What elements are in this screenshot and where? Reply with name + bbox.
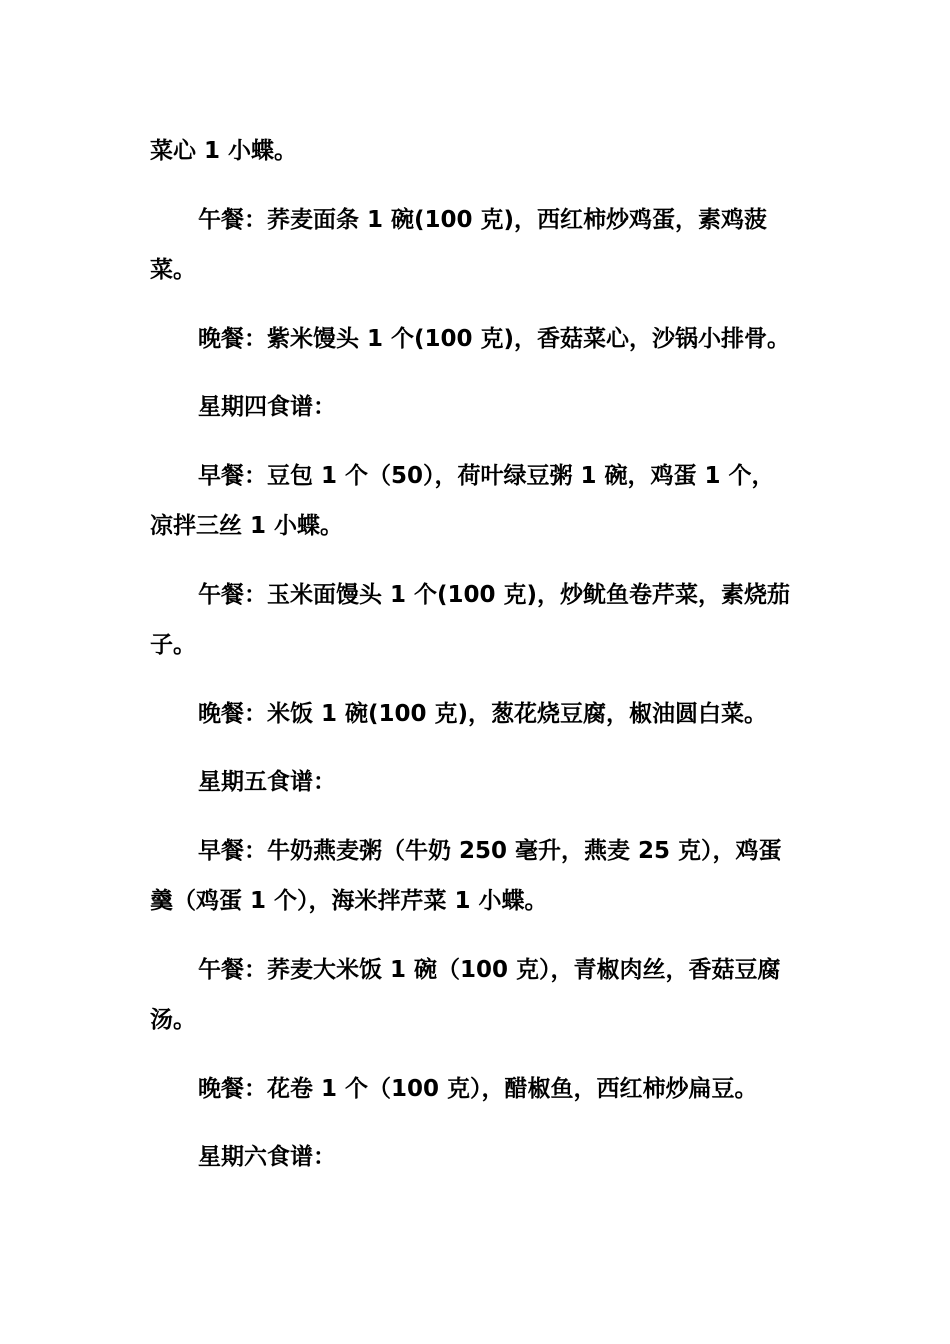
paragraph-lunch-day3: 午餐：荞麦面条 1 碗(100 克)，西红柿炒鸡蛋，素鸡菠菜。 [150, 207, 768, 283]
heading-friday-menu: 星期五食谱： [198, 769, 336, 795]
paragraph-dinner-day3: 晚餐：紫米馒头 1 个(100 克)，香菇菜心，沙锅小排骨。 [198, 326, 791, 352]
paragraph-breakfast-friday: 早餐：牛奶燕麦粥（牛奶 250 毫升，燕麦 25 克），鸡蛋羹（鸡蛋 1 个），海米拌芹菜 1 小蝶。 [150, 838, 782, 914]
heading-thursday-menu: 星期四食谱： [198, 394, 336, 420]
heading-saturday-menu: 星期六食谱： [198, 1144, 336, 1170]
paragraph-dinner-thursday: 晚餐：米饭 1 碗(100 克)，葱花烧豆腐，椒油圆白菜。 [198, 701, 768, 727]
paragraph-lunch-thursday: 午餐：玉米面馒头 1 个(100 克)，炒鱿鱼卷芹菜，素烧茄子。 [150, 582, 791, 658]
paragraph-breakfast-thursday: 早餐：豆包 1 个（50），荷叶绿豆粥 1 碗，鸡蛋 1 个，凉拌三丝 1 小蝶。 [150, 463, 775, 539]
paragraph-lunch-friday: 午餐：荞麦大米饭 1 碗（100 克），青椒肉丝，香菇豆腐汤。 [150, 957, 781, 1033]
paragraph-continuation: 菜心 1 小蝶。 [150, 138, 298, 164]
paragraph-dinner-friday: 晚餐：花卷 1 个（100 克），醋椒鱼，西红柿炒扁豆。 [198, 1076, 758, 1102]
